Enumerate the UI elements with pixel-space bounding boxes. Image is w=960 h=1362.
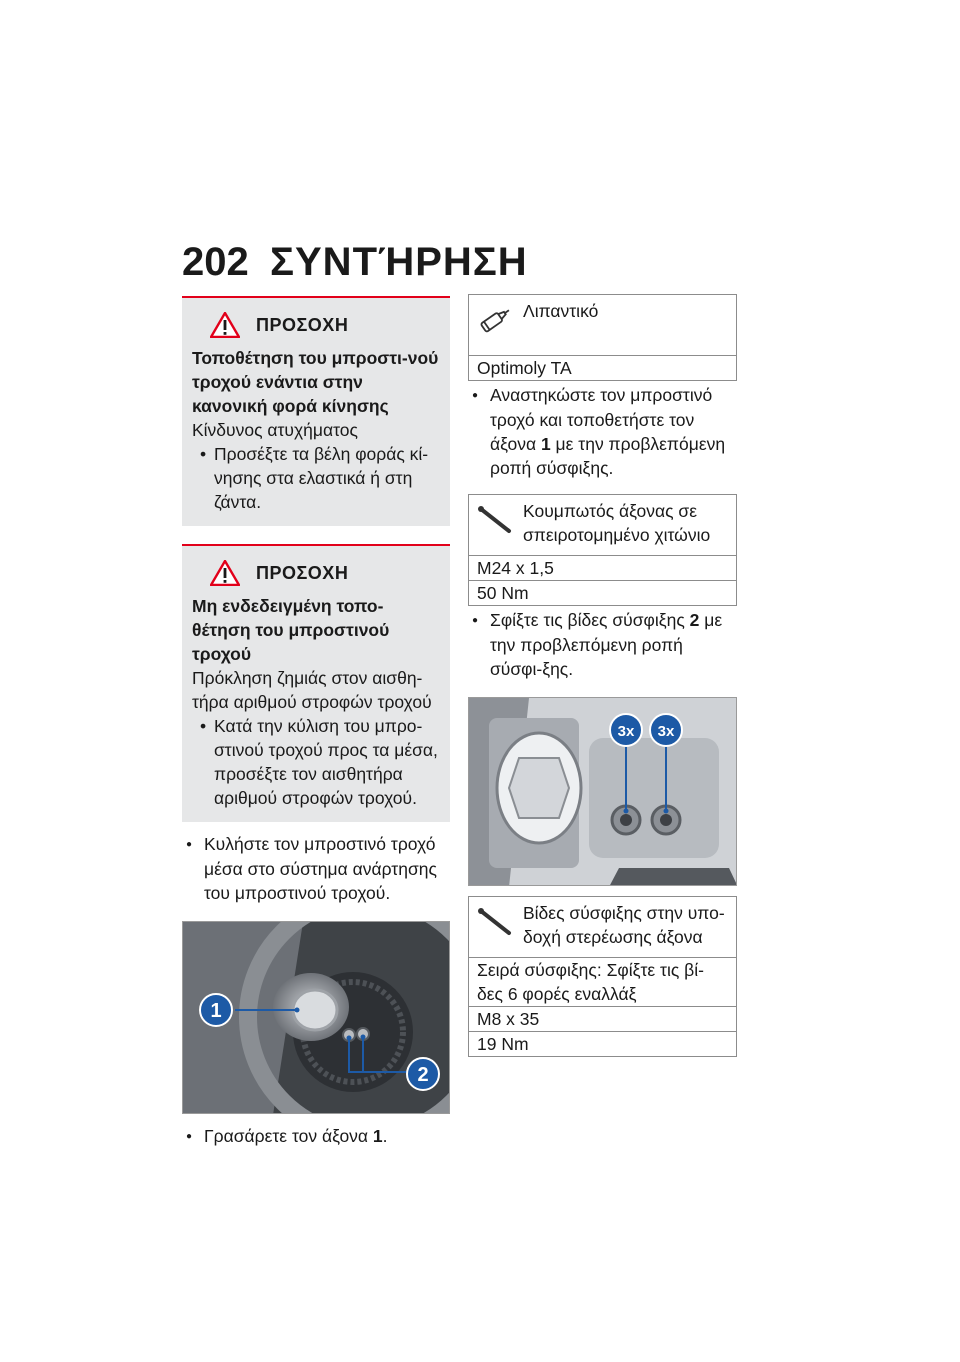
clamp-bolt-label: Βίδες σύσφιξης στην υπο-δοχή στερέωσης άξονα	[523, 903, 725, 947]
callout-3x-right: 3x	[657, 723, 675, 740]
step-tighten-bolts	[468, 608, 737, 681]
warning-label: ΠΡΟΣΟΧΗ	[256, 315, 349, 335]
warning-box-direction	[182, 296, 450, 526]
right-column	[468, 294, 737, 1057]
callout-2: 2	[417, 1064, 429, 1086]
ref-number: 1	[540, 434, 551, 454]
warning-label: ΠΡΟΣΟΧΗ	[256, 563, 349, 583]
step-text: Γρασάρετε τον άξονα	[204, 1126, 373, 1146]
wheel-axle-photo	[182, 921, 450, 1114]
step-text: Σφίξτε τις βίδες σύσφιξης	[490, 610, 690, 630]
warning-triangle-icon	[210, 560, 240, 586]
step-roll-wheel: ● Κυλήστε τον μπροστινό τροχό μέσα στο σύστημα ανάρτησης του μπροστινού τροχού.	[182, 832, 450, 905]
grease-tube-icon	[475, 303, 515, 337]
lubricant-header	[469, 295, 736, 355]
clamp-bolt-header	[469, 897, 736, 957]
warning-consequence: Πρόκληση ζημιάς στον αισθη-τήρα αριθμού στροφών τροχού	[192, 668, 432, 712]
ref-number: 2	[689, 610, 700, 630]
bolt-size: M8 x 35	[469, 1006, 736, 1031]
axle-torque-header	[469, 495, 736, 555]
warning-title: Τοποθέτηση του μπροστι-νού τροχού ενάντια στην κανονική φορά κίνησης	[192, 348, 439, 416]
section-title: ΣΥΝΤΉΡΗΣΗ	[270, 240, 528, 284]
torque-wrench-icon	[475, 503, 515, 537]
torque-wrench-icon	[475, 905, 515, 939]
bolt-torque-value: 19 Nm	[469, 1031, 736, 1056]
lubricant-label: Λιπαντικό	[523, 301, 599, 321]
axle-torque-value: 50 Nm	[469, 580, 736, 605]
warning-consequence: Κίνδυνος ατυχήματος	[192, 420, 358, 440]
clamp-bolts-photo	[468, 697, 737, 886]
lubricant-value: Optimoly TA	[469, 355, 736, 380]
left-column	[182, 296, 450, 1149]
warning-header	[192, 312, 440, 338]
callout-3x-left: 3x	[617, 723, 635, 740]
ref-number: 1	[372, 1126, 383, 1146]
axle-thread-size: M24 x 1,5	[469, 555, 736, 580]
axle-torque-label: Κουμπωτός άξονας σε σπειροτομημένο χιτώνιο	[523, 501, 711, 545]
callout-1: 1	[210, 1000, 222, 1022]
axle-torque-table	[468, 494, 737, 606]
warning-triangle-icon	[210, 312, 240, 338]
clamp-bolt-table	[468, 896, 737, 1057]
lubricant-table	[468, 294, 737, 381]
step-suffix: .	[382, 1126, 388, 1146]
step-suffix: με την προβλεπόμενη ροπή σύσφι-ξης.	[490, 610, 723, 679]
tightening-sequence: Σειρά σύσφιξης: Σφίξτε τις βί-δες 6 φορές εναλλάξ	[469, 957, 736, 1006]
page-number: 202	[182, 240, 249, 284]
step-grease-axle	[182, 1124, 450, 1149]
warning-action: • Κατά την κύλιση του μπρο-στινού τροχού προς τα μέσα, προσέξτε τον αισθητήρα αριθμού στροφών τροχού.	[192, 714, 440, 810]
step-install-axle	[468, 383, 737, 480]
warning-header	[192, 560, 440, 586]
warning-action: • Προσέξτε τα βέλη φοράς κί-νησης στα ελαστικά ή στη ζάντα.	[192, 442, 440, 514]
warning-title: Μη ενδεδειγμένη τοπο-θέτηση του μπροστινού τροχού	[192, 596, 390, 664]
step-text: Αναστηκώστε τον μπροστινό τροχό και τοποθετήστε τον άξονα	[490, 385, 713, 454]
step-suffix: με την προβλεπόμενη ροπή σύσφιξης.	[490, 434, 726, 478]
warning-box-sensor	[182, 544, 450, 822]
